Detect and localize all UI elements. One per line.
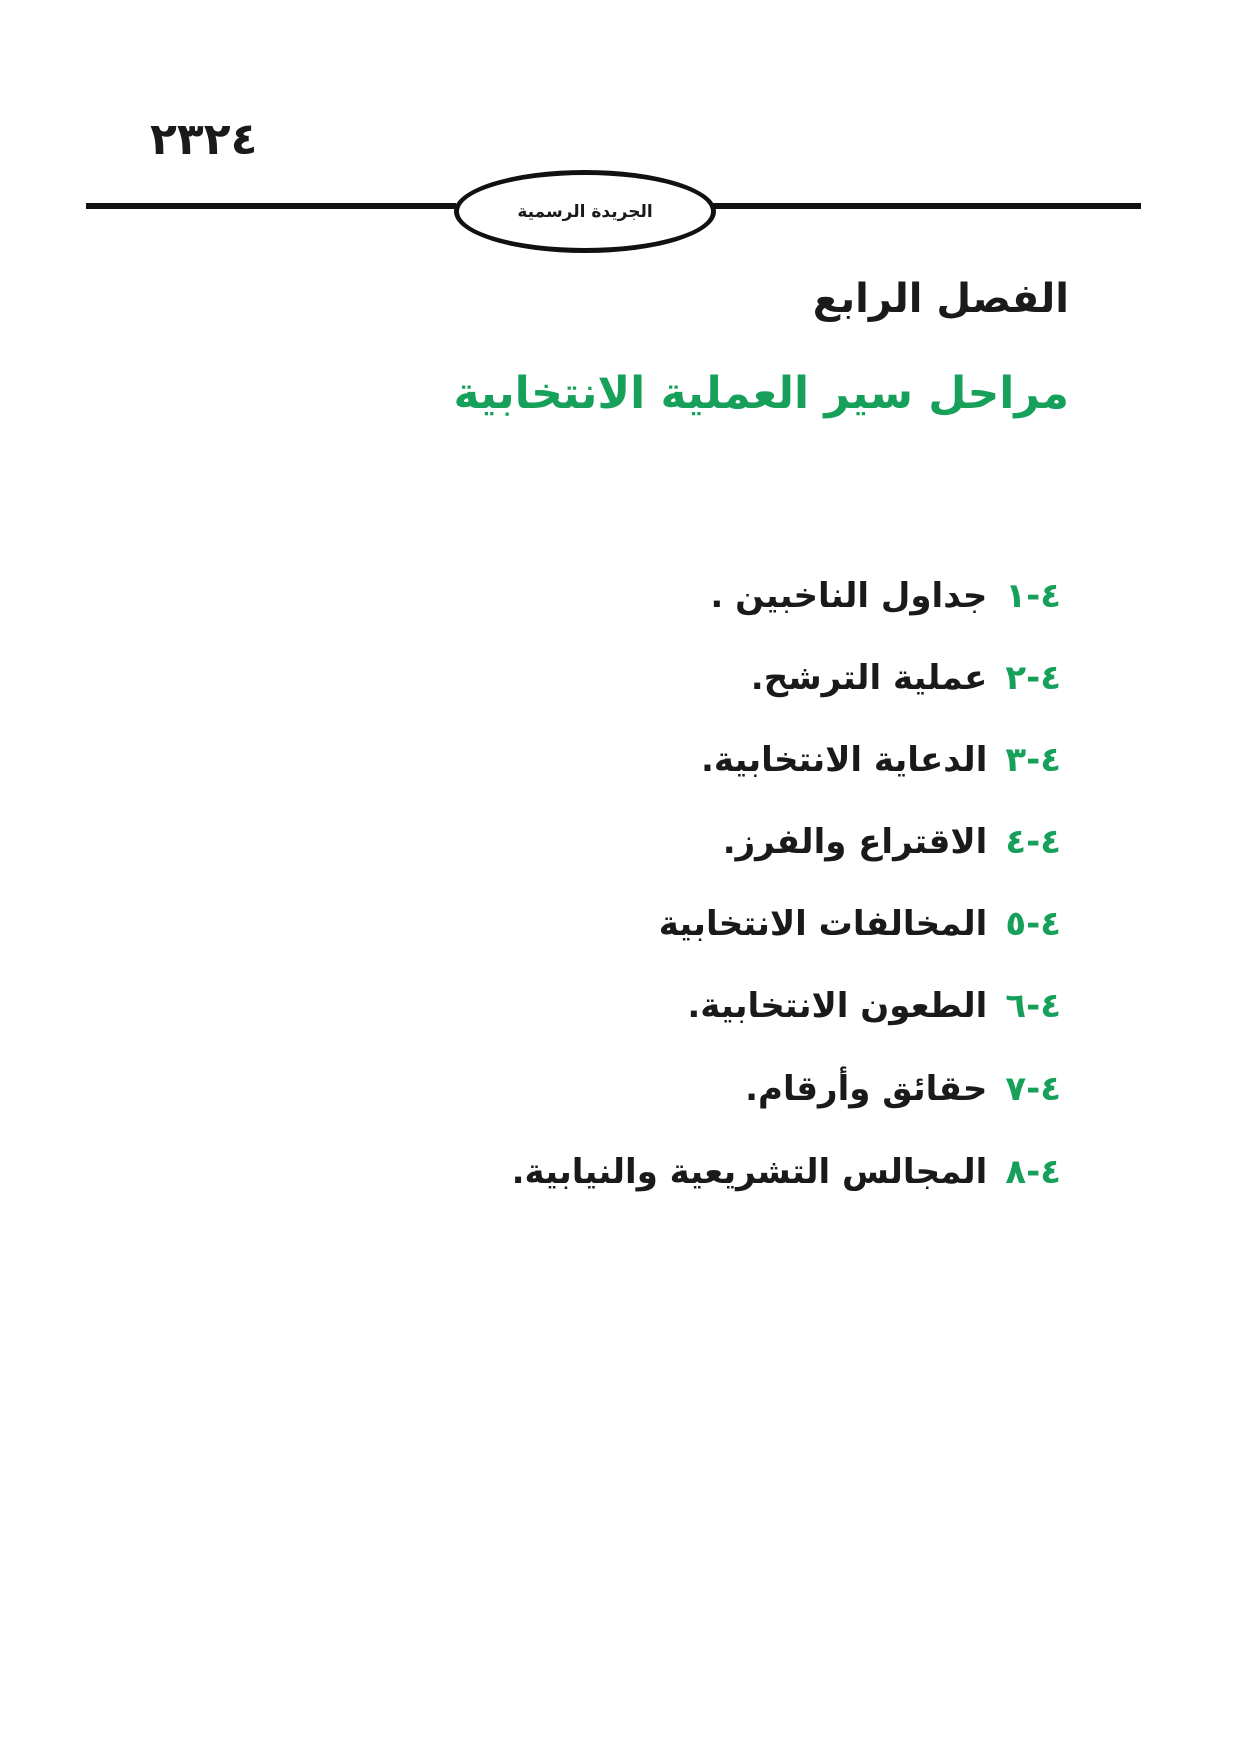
toc-item bbox=[512, 1131, 1061, 1213]
toc-item bbox=[512, 555, 1061, 637]
toc-item-number: ٤-٦ bbox=[1005, 986, 1061, 1026]
table-of-contents bbox=[512, 555, 1061, 1213]
toc-item-text: المخالفات الانتخابية bbox=[658, 904, 988, 944]
toc-item bbox=[512, 965, 1061, 1047]
toc-item-text: المجالس التشريعية والنيابية. bbox=[511, 1152, 988, 1192]
toc-item-text: عملية الترشح. bbox=[750, 658, 988, 698]
toc-item-number: ٤-٥ bbox=[1005, 904, 1061, 944]
toc-item-text: الدعاية الانتخابية. bbox=[701, 740, 988, 780]
gazette-header-oval bbox=[454, 170, 716, 253]
toc-item bbox=[512, 801, 1061, 883]
toc-item-number: ٤-١ bbox=[1005, 576, 1061, 616]
toc-item bbox=[512, 637, 1061, 719]
toc-item-number: ٤-٧ bbox=[1005, 1069, 1061, 1109]
chapter-title: الفصل الرابع bbox=[812, 276, 1069, 322]
gazette-name: الجريدة الرسمية bbox=[517, 201, 653, 222]
toc-item bbox=[512, 883, 1061, 965]
header-rule-left bbox=[86, 203, 456, 209]
toc-item-text: جداول الناخبين . bbox=[710, 576, 988, 616]
toc-item-number: ٤-٨ bbox=[1005, 1152, 1061, 1192]
toc-item bbox=[512, 1047, 1061, 1131]
toc-item bbox=[512, 719, 1061, 801]
toc-item-number: ٤-٣ bbox=[1005, 740, 1061, 780]
chapter-subtitle: مراحل سير العملية الانتخابية bbox=[453, 368, 1069, 419]
toc-item-number: ٤-٢ bbox=[1005, 658, 1061, 698]
header-rule-right bbox=[713, 203, 1141, 209]
toc-item-number: ٤-٤ bbox=[1005, 822, 1061, 862]
page-number: ٢٣٢٤ bbox=[150, 114, 258, 165]
toc-item-text: الطعون الانتخابية. bbox=[687, 986, 988, 1026]
toc-item-text: حقائق وأرقام. bbox=[745, 1069, 988, 1109]
toc-item-text: الاقتراع والفرز. bbox=[722, 822, 988, 862]
